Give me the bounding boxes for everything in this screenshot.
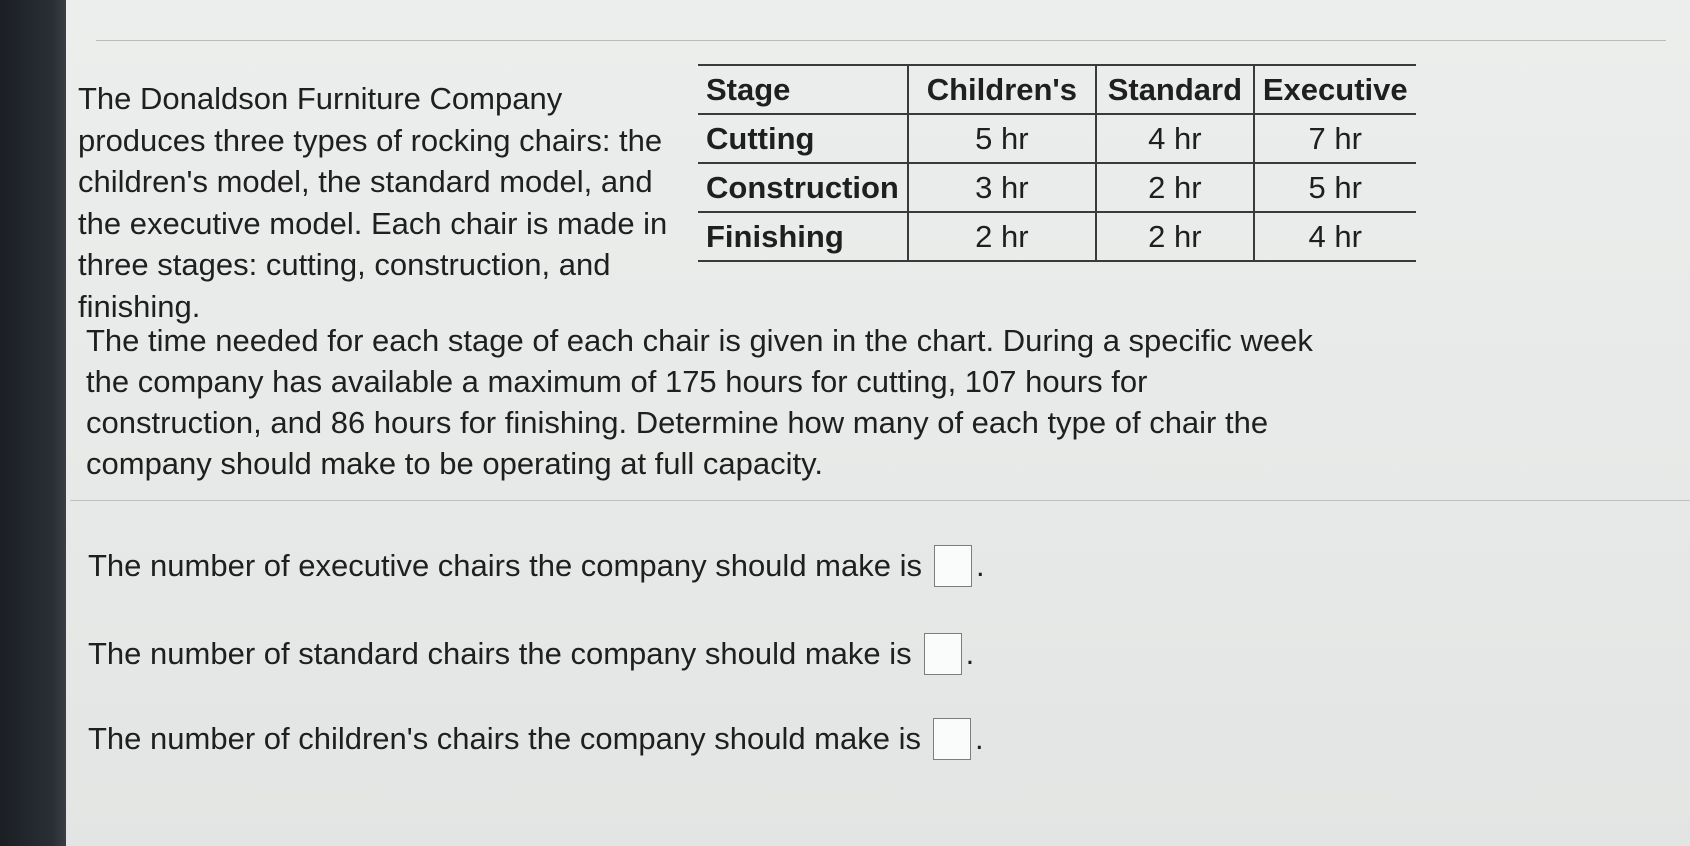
cell-construction-executive: 5 hr [1254, 163, 1416, 212]
cell-construction-childrens: 3 hr [908, 163, 1096, 212]
row-label-construction: Construction [698, 163, 908, 212]
question-page [66, 0, 1690, 846]
question-executive-label: The number of executive chairs the company should make is [88, 548, 922, 583]
problem-intro [78, 78, 678, 327]
question-childrens [88, 718, 984, 760]
header-standard: Standard [1096, 65, 1254, 114]
question-standard-period: . [965, 636, 975, 671]
table-header-row [698, 65, 1416, 114]
row-label-finishing: Finishing [698, 212, 908, 261]
cell-finishing-executive: 4 hr [1254, 212, 1416, 261]
cell-finishing-childrens: 2 hr [908, 212, 1096, 261]
header-childrens: Children's [908, 65, 1096, 114]
question-childrens-period: . [975, 721, 984, 756]
top-divider [96, 40, 1666, 41]
header-stage: Stage [698, 65, 908, 114]
section-divider [70, 500, 1690, 501]
header-executive: Executive [1254, 65, 1416, 114]
question-standard [88, 633, 974, 675]
problem-detail [86, 320, 1326, 484]
row-label-cutting: Cutting [698, 114, 908, 163]
stage-time-table [698, 64, 1416, 262]
left-bezel [0, 0, 66, 846]
table-row [698, 114, 1416, 163]
question-executive [88, 545, 985, 587]
cell-construction-standard: 2 hr [1096, 163, 1254, 212]
detail-text: The time needed for each stage of each chair is given in the chart. During a specific week the company has available a maximum of 175 hours for cutting, 107 hours for construction, and 86 hours for finishing. Determine how many of each type of chair the company should make to be operating at full capacity. [86, 323, 1313, 481]
table-row [698, 212, 1416, 261]
childrens-answer-input[interactable] [933, 718, 971, 760]
cell-finishing-standard: 2 hr [1096, 212, 1254, 261]
standard-answer-input[interactable] [924, 633, 962, 675]
executive-answer-input[interactable] [934, 545, 972, 587]
cell-cutting-standard: 4 hr [1096, 114, 1254, 163]
table-row [698, 163, 1416, 212]
question-executive-period: . [975, 548, 985, 583]
question-childrens-label: The number of children's chairs the company should make is [88, 721, 921, 756]
intro-text: The Donaldson Furniture Company produces three types of rocking chairs: the children's model, the standard model, and the executive model. Each chair is made in three stages: cutting, construction, and finishing. [78, 81, 668, 324]
question-standard-label: The number of standard chairs the company should make is [88, 636, 912, 671]
cell-cutting-childrens: 5 hr [908, 114, 1096, 163]
cell-cutting-executive: 7 hr [1254, 114, 1416, 163]
